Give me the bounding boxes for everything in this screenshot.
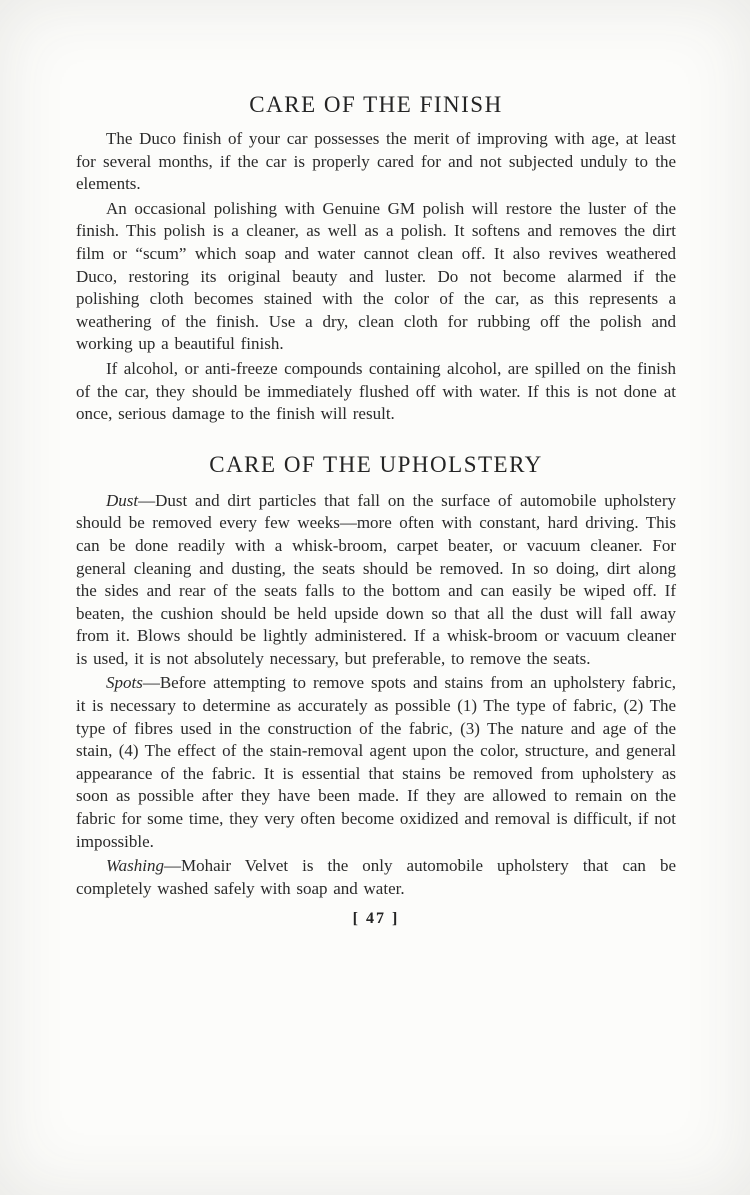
section-care-of-the-finish <box>76 92 676 426</box>
section-heading: CARE OF THE FINISH <box>249 92 503 117</box>
paragraph-lead: Dust <box>106 490 139 510</box>
paragraph-washing <box>76 855 676 900</box>
section-care-of-the-upholstery <box>76 452 676 901</box>
paragraph-spots <box>76 672 676 853</box>
paragraph-text: The Duco finish of your car possesses the merit of improving with age, at least for several months, if the car is properly cared for and not subjected unduly to the elements. <box>76 129 676 194</box>
paragraph-text: —Before attempting to remove spots and stains from an upholstery fabric, it is necessary to determine as accurately as possible (1) The type of fabric, (2) The type of fibres used in the construction of the fabric, (3) The nature and age of the stain, (4) The effect of the stain-removal agent upon the color, structure, and general appearance of the fabric. It is essential that stains be removed from upholstery as soon as possible after they have been made. If they are allowed to remain on the fabric for some time, they very often become oxidized and removal is difficult, if not impossible. <box>76 673 676 851</box>
paragraph-text: If alcohol, or anti-freeze compounds containing alcohol, are spilled on the finish of the car, they should be immediately flushed off with water. If this is not done at once, serious damage to the finish will result. <box>76 358 676 424</box>
paragraph-text: An occasional polishing with Genuine GM polish will restore the luster of the finish. This polish is a cleaner, as well as a polish. It softens and removes the dirt film or “scum” which soap and water cannot clean off. It also revives weathered Duco, restoring its original beauty and luster. Do not become alarmed if the polishing cloth becomes stained with the color of the car, as this represents a weathering of the finish. Use a dry, clean cloth for rubbing off the polish and working up a beautiful finish. <box>76 198 676 354</box>
paragraph <box>76 128 676 196</box>
paragraph-dust <box>76 490 676 671</box>
paragraph <box>76 358 676 426</box>
paragraph-text: —Mohair Velvet is the only automobile upholstery that can be completely washed safely with soap and water. <box>76 856 676 898</box>
paragraph-lead: Washing <box>106 856 164 876</box>
paragraph <box>76 198 676 356</box>
page-number: [ 47 ] <box>352 910 400 928</box>
paragraph-text: —Dust and dirt particles that fall on the surface of automobile upholstery should be removed every few weeks—more often with constant, hard driving. This can be done readily with a whisk-broom, carpet beater, or vacuum cleaner. For general cleaning and dusting, the seats should be removed. In so doing, dirt along the sides and rear of the seats falls to the bottom and can easily be wiped off. If beaten, the cushion should be held upside down so that all the dust will fall away from it. Blows should be lightly administered. If a whisk-broom or vacuum cleaner is used, it is not absolutely necessary, but preferable, to remove the seats. <box>76 490 676 668</box>
section-heading: CARE OF THE UPHOLSTERY <box>209 451 543 477</box>
paragraph-lead: Spots <box>106 673 143 693</box>
